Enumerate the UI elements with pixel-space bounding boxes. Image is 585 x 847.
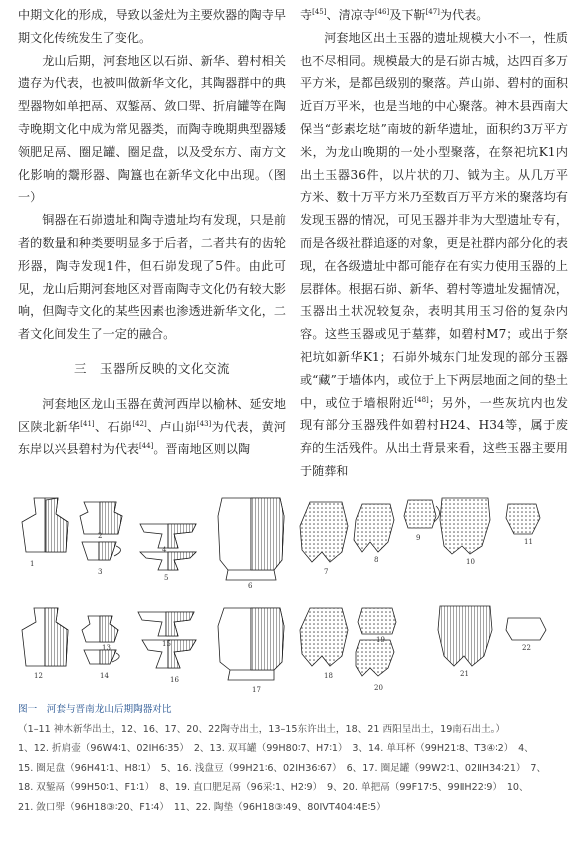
pot-5 <box>140 552 196 570</box>
pot-number-label: 12 <box>34 672 43 680</box>
paragraph: 河套地区出土玉器的遗址规模大小不一，性质也不尽相同。规模最大的是石峁古城，达四百多万平方米，是都邑级别的聚落。芦山峁、碧村的面积近百万平米，也是当地的中心聚落。神木县西南大保当“彭素圪垯”南坡的新华遗址，面积约3万平方米，为龙山晚期的一处小型聚落，在祭祀坑K1内出土玉器36件，以片状的刀、钺为主。从几万平方米、数十万平方米乃至数百万平方米的聚落均有发现玉器的情况，可见玉器并非为大型遗址专有，而是各级社群追逐的对象，更是社群内部分化的表现，在各级遗址中都可能存在有实力使用玉器的上层群体。根据石峁、新华、碧村等遗址发掘情况，玉器出土状况较复杂，表明其用玉习俗的复杂内容。这些玉器或见于墓葬，如碧村M7；或出于祭祀坑如新华K1；石峁外城东门址发现的部分玉器或“藏”于墙体内，或位于上下两层地面之间的垫土中，或位于墙根附近[48]；另外，一些灰坑内也发现有部分玉器残件如碧村H24、H34等，属于废弃的生活残件。从出土背景来看，这些玉器主要用于随葬和 <box>300 30 568 478</box>
figure-caption <box>18 700 570 817</box>
pot-number-label: 6 <box>248 582 253 590</box>
pot-number-label: 8 <box>374 556 379 564</box>
pot-11 <box>506 504 540 534</box>
pot-number-label: 4 <box>162 546 167 554</box>
pot-14 <box>84 650 119 664</box>
pot-13 <box>82 616 118 642</box>
pot-number-label: 3 <box>98 568 103 576</box>
pot-number-label: 9 <box>416 534 421 542</box>
paragraph: 寺[45]、清凉寺[46]及下靳[47]为代表。 <box>300 7 489 22</box>
citation[interactable]: [46] <box>374 7 390 16</box>
pottery-figure <box>12 490 572 700</box>
section-title: 三 玉器所反映的文化交流 <box>73 360 230 376</box>
right-column <box>300 4 568 483</box>
left-column <box>18 4 286 461</box>
pot-number-label: 18 <box>324 672 333 680</box>
pot-18 <box>300 608 348 666</box>
pot-1 <box>22 498 68 552</box>
citation[interactable]: [42] <box>132 419 147 428</box>
pot-15 <box>138 612 194 636</box>
pot-number-label: 13 <box>102 644 111 652</box>
pot-17 <box>218 608 284 680</box>
pot-number-label: 19 <box>376 636 385 644</box>
citation[interactable]: [48] <box>414 395 429 404</box>
caption-title: 图一 河套与晋南龙山后期陶器对比 <box>18 704 172 715</box>
pot-4 <box>140 524 196 548</box>
pot-number-label: 7 <box>324 568 329 576</box>
pot-3 <box>82 542 121 560</box>
citation[interactable]: [47] <box>425 7 440 16</box>
pot-6 <box>218 498 284 580</box>
pot-number-label: 20 <box>374 684 383 692</box>
pot-8 <box>354 504 394 552</box>
pot-number-label: 16 <box>170 676 179 684</box>
pot-7 <box>300 502 348 562</box>
caption-line: 1、12. 折肩壶（96W4∶1、02IH6∶35） 2、13. 双耳罐（99H80∶7、H7∶1） 3、14. 单耳杯（99H21∶8、T3④∶2） 4、 <box>18 743 534 754</box>
citation[interactable]: [44] <box>138 442 154 451</box>
citation[interactable]: [45] <box>312 7 327 16</box>
pot-number-label: 10 <box>466 558 475 566</box>
pot-20 <box>356 640 394 676</box>
pot-number-label: 22 <box>522 644 531 652</box>
pot-number-label: 15 <box>162 640 171 648</box>
pot-22 <box>506 618 546 640</box>
caption-line: 18. 双錾鬲（99H50∶1、F1∶1） 8、19. 直口肥足鬲（96采∶1、H2∶9） 9、20. 单把鬲（99F17∶5、99ⅡH22∶9） 10、 <box>18 782 529 793</box>
pot-21 <box>438 606 492 666</box>
pot-9 <box>404 500 440 528</box>
pot-number-label: 17 <box>252 686 261 694</box>
pot-10 <box>440 498 490 554</box>
caption-note: （1–11 神木新华出土，12、16、17、20、22陶寺出土，13–15东许出土，18、21 西阳呈出土，19南石出土。） <box>18 723 506 735</box>
pot-number-label: 14 <box>100 672 109 680</box>
pot-12 <box>22 608 68 666</box>
paragraph: 铜器在石峁遗址和陶寺遗址均有发现，只是前者的数量和种类要明显多于后者，二者共有的齿轮形器，陶寺发现1件，但石峁发现了5件。由此可见，龙山后期河套地区对晋南陶寺文化仍有较大影响，但陶寺文化的某些因素也渗透进新华文化，二者文化间发生了一定的融合。 <box>18 213 286 342</box>
paragraph: 龙山后期，河套地区以石峁、新华、碧村相关遗存为代表，也被叫做新华文化，其陶器群中的典型器物如单把鬲、双錾鬲、敛口斝、折肩罐等在陶寺晚期文化中成为常见器类，而陶寺晚期典型器矮领肥足鬲、圈足罐、圈足盘，以及受东方、南方文化影响的鬶形器、陶簋也在新华文化中出现。（图一） <box>18 53 286 205</box>
paragraph: 中期文化的形成，导致以釜灶为主要炊器的陶寺早期文化传统发生了变化。 <box>18 8 286 45</box>
paragraph: 河套地区龙山玉器在黄河西岸以榆林、延安地区陕北新华[41]、石峁[42]、卢山峁[43]为代表，黄河东岸以兴县碧村为代表[44]。晋南地区则以陶 <box>18 396 286 457</box>
caption-line: 15. 圈足盘（96H41∶1、H8∶1） 5、16. 浅盘豆（99H21∶6、02IH36∶67） 6、17. 圈足罐（99W2∶1、02ⅡH34∶21） 7、 <box>18 762 547 774</box>
pot-2 <box>80 502 122 534</box>
pot-number-label: 5 <box>164 574 169 582</box>
caption-line: 21. 敛口斝（96H18③∶20、F1∶4） 11、22. 陶垫（96H18③∶49、80ⅠVT404∶4E∶5） <box>18 801 386 813</box>
pot-number-label: 2 <box>98 532 103 540</box>
pottery-drawings <box>12 490 572 700</box>
pot-number-label: 11 <box>524 538 533 546</box>
citation[interactable]: [41] <box>80 419 95 428</box>
pot-number-label: 21 <box>460 670 469 678</box>
citation[interactable]: [43] <box>196 419 212 428</box>
pot-19 <box>358 608 396 634</box>
pot-number-label: 1 <box>30 560 35 568</box>
